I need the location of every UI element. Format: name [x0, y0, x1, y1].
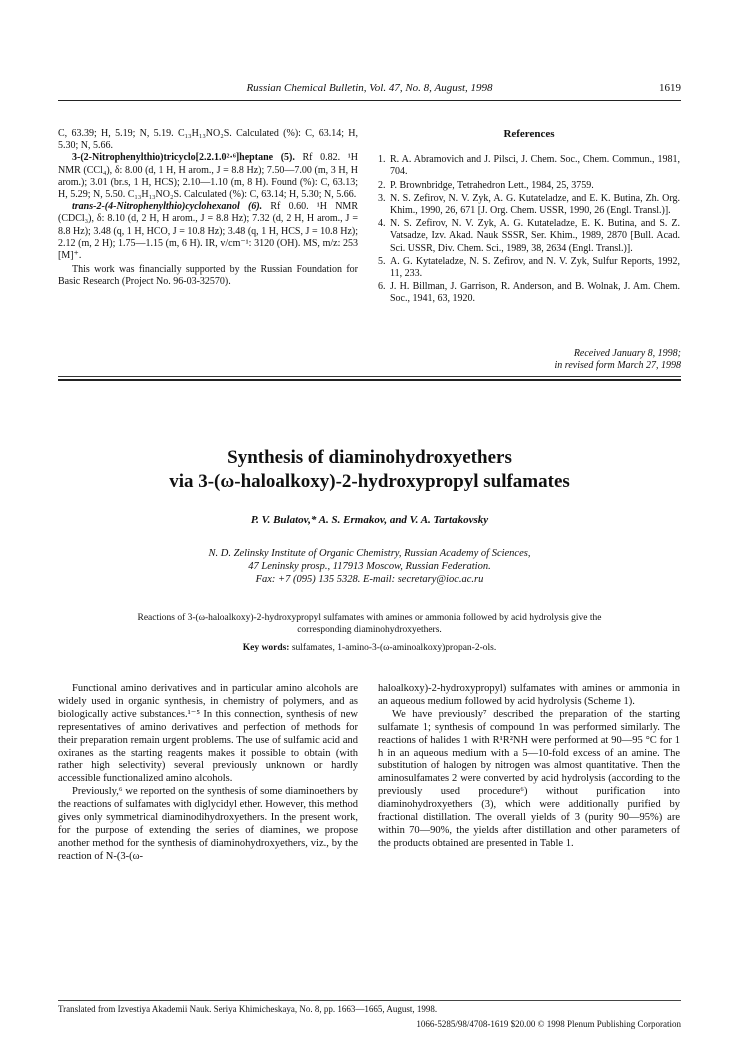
affiliation: N. D. Zelinsky Institute of Organic Chemistry, Russian Academy of Sciences, 47 Leninsky prosp., 117913 Moscow, Russian Federation. Fax: +7 (095) 135 5328. E-mail: secretary@ioc.ac.ru	[208, 548, 531, 585]
reference-number: 6.	[378, 281, 386, 293]
reference-item	[378, 154, 680, 178]
authors: P. V. Bulatov,* A. S. Ermakov, and V. A. Tartakovsky	[250, 514, 489, 526]
reference-item	[378, 281, 680, 305]
compound-name: 3-(2-Nitrophenylthio)tricyclo[2.2.1.0²·⁶]heptane (5).	[72, 152, 295, 164]
journal-citation: Russian Chemical Bulletin, Vol. 47, No. 8, August, 1998	[246, 82, 493, 94]
reference-number: 4.	[378, 218, 386, 230]
translation-note: Translated from Izvestiya Akademii Nauk. Seriya Khimicheskaya, No. 8, pp. 1663—1665, August, 1998.	[58, 1004, 438, 1014]
reference-item	[378, 193, 680, 217]
paragraph: C, 63.39; H, 5.19; N, 5.19. C₁₃H₁₃NO₂S. Calculated (%): C, 63.14; H, 5.30; N, 5.66.	[58, 128, 358, 152]
references-list	[378, 154, 680, 305]
reference-item	[378, 180, 680, 192]
paragraph: 3-(2-Nitrophenylthio)tricyclo[2.2.1.0²·⁶]heptane (5). Rf 0.82. ¹H NMR (CCl₄), δ: 8.00 (d, 1 H, H arom., J = 8.8 Hz); 7.50—7.00 (m, 3 H, H arom.); 3.01 (br.s, 1 H, HCS); 2.10—1.10 (m, 8 H). Found (%): C, 63.13; H, 5.29; N, 5.50. C₁₃H₁₃NO₂S. Calculated (%): C, 63.14; H, 5.30; N, 5.66.	[58, 152, 358, 201]
previous-article-experimental	[58, 128, 358, 289]
paragraph: haloalkoxy)-2-hydroxypropyl) sulfamates with amines or ammonia in an aqueous medium followed by acid hydrolysis (Scheme 1).	[378, 683, 680, 707]
paragraph: Previously,⁶ we reported on the synthesis of some diaminoethers by the reactions of sulfamates with diglycidyl ether. However, this method gives only symmetrical diaminodihydroxyethers. In the present work, for the purpose of extending the series of diamines, we propose another method for the synthesis of diaminohydroxyethers, viz., by the reaction of N-(3-(ω-	[58, 786, 358, 862]
paragraph: trans-2-(4-Nitrophenylthio)cyclohexanol (6). Rf 0.60. ¹H NMR (CDCl₃), δ: 8.10 (d, 2 H, H arom., J = 8.8 Hz); 7.32 (d, 2 H, H arom., J = 8.8 Hz); 3.48 (q, 1 H, HCO, J = 10.8 Hz); 3.48 (q, 1 H, HCS, J = 10.8 Hz); 2.12 (m, 2 H); 1.75—1.15 (m, 6 H). IR, v/cm⁻¹: 3120 (OH). MS, m/z: 253 [M]⁺.	[58, 201, 358, 262]
footer-rule	[58, 1000, 681, 1001]
header-rule	[58, 100, 681, 101]
article-separator-rule-thick	[58, 379, 681, 381]
abstract: Reactions of 3-(ω-haloalkoxy)-2-hydroxypropyl sulfamates with amines or ammonia followed by acid hydrolysis give the corresponding diaminohydroxyethers.	[137, 613, 602, 635]
received-dates: Received January 8, 1998; in revised form March 27, 1998	[554, 348, 681, 371]
reference-number: 2.	[378, 179, 386, 191]
acknowledgement: This work was financially supported by the Russian Foundation for Basic Research (Project No. 96-03-32570).	[58, 264, 358, 288]
reference-text: P. Brownbridge, Tetrahedron Lett., 1984, 25, 3759.	[390, 179, 594, 191]
reference-text: N. S. Zefirov, N. V. Zyk, A. G. Kutateladze, E. K. Butina, and S. Z. Vatsadze, Izv. Akad. Nauk SSSR, Ser. Khim., 1989, 2870 [Bull. Acad. Sci. USSR, Div. Chem. Sci., 1989, 38, 2634 (Engl. Transl.)].	[390, 218, 680, 254]
article-title: Synthesis of diaminohydroxyethers via 3-(ω-haloalkoxy)-2-hydroxypropyl sulfamates	[169, 447, 570, 492]
reference-number: 5.	[378, 255, 386, 267]
paragraph: Functional amino derivatives and in particular amino alcohols are widely used in organic synthesis, in chemistry of polymers, and as biologically active substances.¹⁻⁵ In this connection, synthesis of new representatives of amino derivatives and perfection of methods for their preparation remain urgent problems. The use of sulfamic acid and oxiranes as the starting reagents makes it possible to obtain (with rather high selectivity) several previously unknown or hardly accessible functionalized amino alcohols.	[58, 683, 358, 785]
keywords: Key words: sulfamates, 1-amino-3-(ω-aminoalkoxy)propan-2-ols.	[242, 643, 497, 653]
reference-text: R. A. Abramovich and J. Pilsci, J. Chem. Soc., Chem. Commun., 1981, 704.	[390, 154, 680, 178]
reference-item	[378, 256, 680, 280]
reference-number: 1.	[378, 154, 386, 166]
paragraph: We have previously⁷ described the preparation of the starting sulfamate 1; synthesis of compound 1n was performed similarly. The reactions of halides 1 with R¹R²NH were performed at 90—95 °C for 1 h in an aqueous medium with a 5—10-fold excess of an amine. The substitution of halogen by nitrogen was almost quantitative. Then the aminosulfamates 2 were converted by acid hydrolysis (according to the previously used procedure⁶) without purification into diaminohydroxyethers (3), which were additionally purified by fractional distillation. The overall yields of 3 (purity 90—95%) are within 70—90%, the yields after distillation and other parameters of the products obtained are presented in Table 1.	[378, 708, 680, 849]
article-separator-rule	[58, 376, 681, 377]
reference-text: N. S. Zefirov, N. V. Zyk, A. G. Kutateladze, and E. K. Butina, Zh. Org. Khim., 1990, 26, 671 [J. Org. Chem. USSR, 1990, 26 (Engl. Transl.)].	[390, 192, 680, 217]
compound-name: trans-2-(4-Nitrophenylthio)cyclohexanol (6).	[72, 201, 263, 213]
running-head	[58, 82, 681, 100]
reference-number: 3.	[378, 192, 386, 204]
reference-text: A. G. Kytateladze, N. S. Zefirov, and N. V. Zyk, Sulfur Reports, 1992, 11, 233.	[390, 255, 680, 280]
body-right-column	[378, 683, 680, 851]
body-left-column	[58, 683, 358, 864]
references-heading: References	[503, 128, 555, 140]
references-section	[378, 128, 680, 307]
reference-item	[378, 218, 680, 255]
reference-text: J. H. Billman, J. Garrison, R. Anderson, and B. Wolnak, J. Am. Chem. Soc., 1941, 63, 1920.	[390, 281, 680, 305]
page-number: 1619	[659, 82, 681, 94]
copyright-line: 1066-5285/98/4708-1619 $20.00 © 1998 Plenum Publishing Corporation	[416, 1019, 681, 1029]
